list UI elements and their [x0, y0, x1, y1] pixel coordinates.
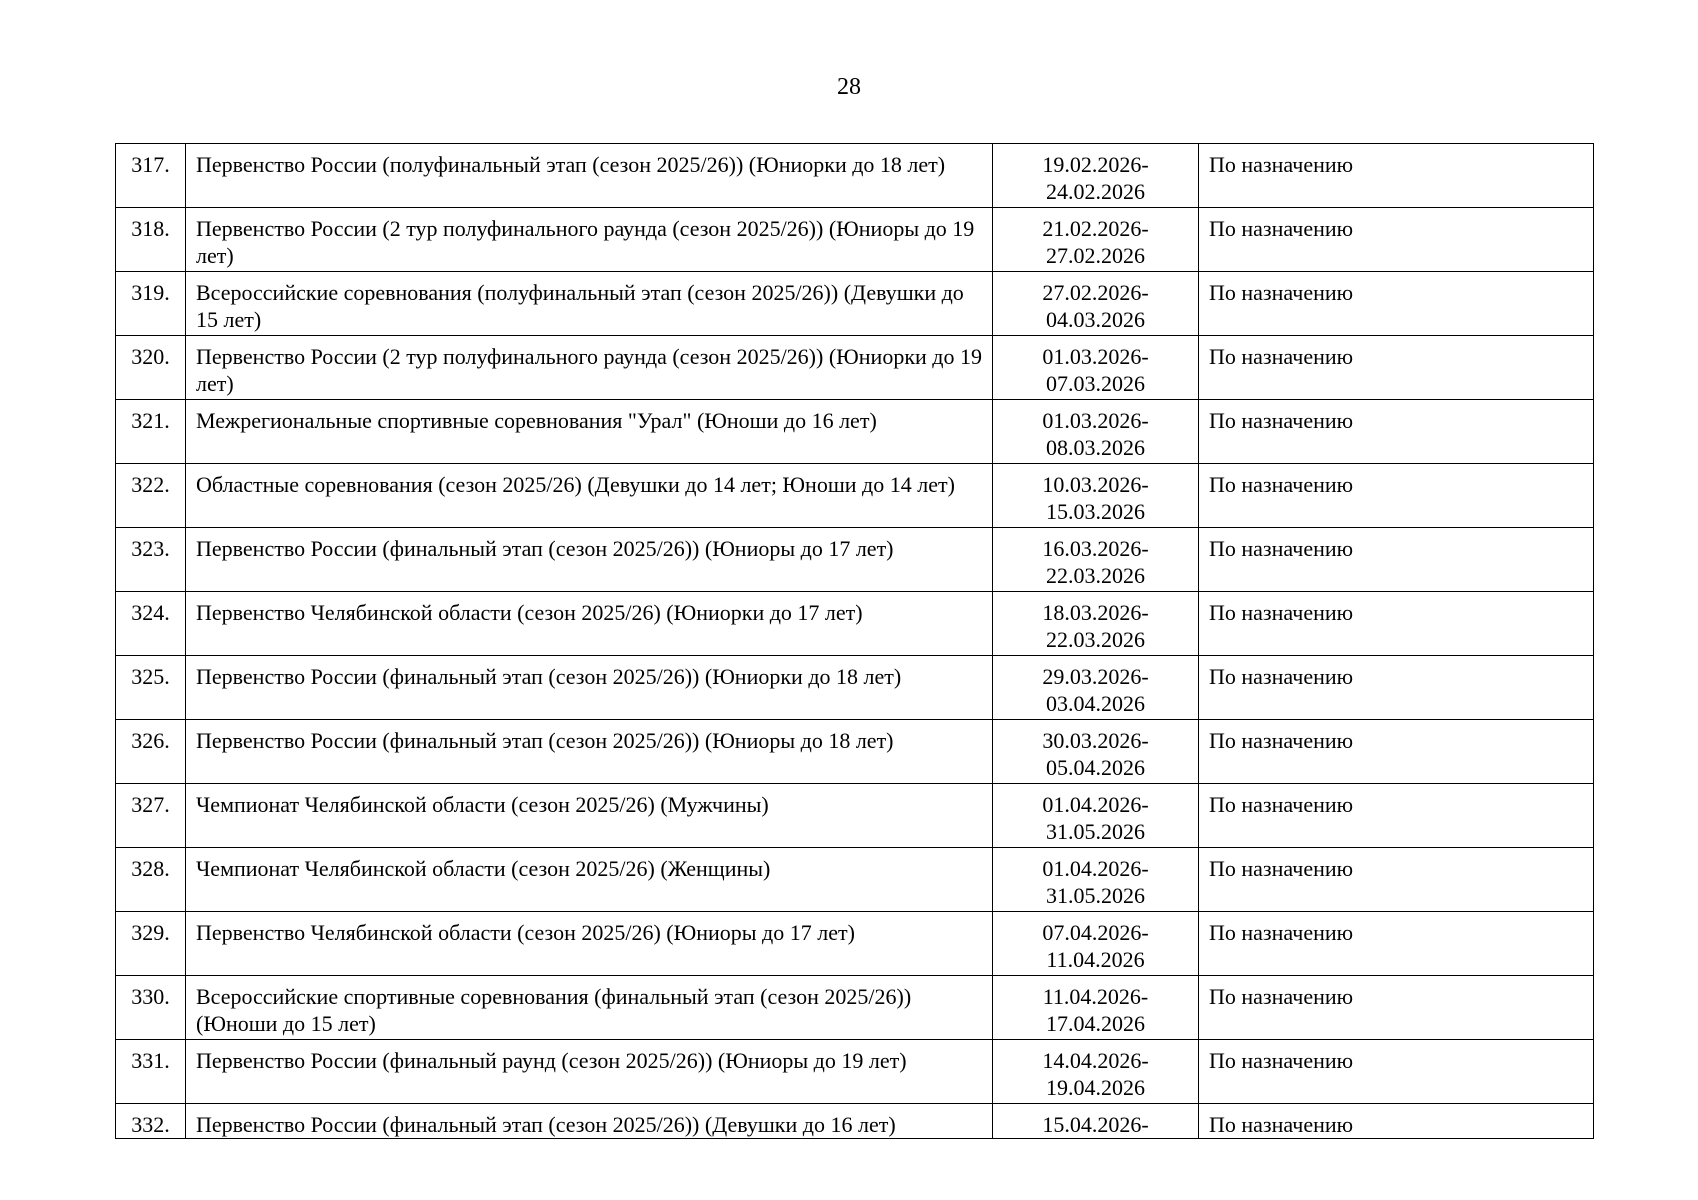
table-row — [116, 208, 1594, 272]
date-start: 30.03.2026- — [1042, 728, 1149, 753]
row-number: 332. — [116, 1104, 186, 1139]
event-dates — [993, 336, 1199, 400]
row-number: 326. — [116, 720, 186, 784]
table-row — [116, 1104, 1594, 1139]
event-dates — [993, 784, 1199, 848]
table-row — [116, 400, 1594, 464]
date-end: 17.04.2026 — [1046, 1011, 1145, 1036]
date-start: 01.03.2026- — [1042, 344, 1149, 369]
table-row — [116, 592, 1594, 656]
event-place: По назначению — [1199, 208, 1594, 272]
event-place: По назначению — [1199, 784, 1594, 848]
event-place: По назначению — [1199, 528, 1594, 592]
date-end: 07.03.2026 — [1046, 371, 1145, 396]
event-dates — [993, 1104, 1199, 1139]
event-place: По назначению — [1199, 656, 1594, 720]
row-number: 330. — [116, 976, 186, 1040]
event-name: Областные соревнования (сезон 2025/26) (Девушки до 14 лет; Юноши до 14 лет) — [186, 464, 993, 528]
event-place: По назначению — [1199, 1040, 1594, 1104]
event-place: По назначению — [1199, 912, 1594, 976]
event-dates — [993, 400, 1199, 464]
date-start: 11.04.2026- — [1042, 984, 1149, 1009]
event-dates — [993, 208, 1199, 272]
event-name: Первенство Челябинской области (сезон 2025/26) (Юниоры до 17 лет) — [186, 912, 993, 976]
table-row — [116, 848, 1594, 912]
date-start: 15.04.2026- — [1042, 1112, 1149, 1137]
event-name: Межрегиональные спортивные соревнования "Урал" (Юноши до 16 лет) — [186, 400, 993, 464]
event-dates — [993, 144, 1199, 208]
event-dates — [993, 272, 1199, 336]
date-end: 31.05.2026 — [1046, 883, 1145, 908]
event-dates — [993, 912, 1199, 976]
date-start: 16.03.2026- — [1042, 536, 1149, 561]
event-name: Первенство России (2 тур полуфинального раунда (сезон 2025/26)) (Юниорки до 19 лет) — [186, 336, 993, 400]
event-place: По назначению — [1199, 464, 1594, 528]
event-dates — [993, 976, 1199, 1040]
event-place: По назначению — [1199, 336, 1594, 400]
date-end: 03.04.2026 — [1046, 691, 1145, 716]
table-row — [116, 784, 1594, 848]
date-start: 10.03.2026- — [1042, 472, 1149, 497]
date-start: 01.04.2026- — [1042, 792, 1149, 817]
event-dates — [993, 656, 1199, 720]
table-row — [116, 464, 1594, 528]
row-number: 318. — [116, 208, 186, 272]
event-place: По назначению — [1199, 272, 1594, 336]
date-start: 19.02.2026- — [1042, 152, 1149, 177]
date-end: 22.03.2026 — [1046, 563, 1145, 588]
event-name: Первенство Челябинской области (сезон 2025/26) (Юниорки до 17 лет) — [186, 592, 993, 656]
table-row — [116, 976, 1594, 1040]
event-name: Первенство России (2 тур полуфинального раунда (сезон 2025/26)) (Юниоры до 19 лет) — [186, 208, 993, 272]
event-place: По назначению — [1199, 976, 1594, 1040]
event-name: Всероссийские спортивные соревнования (финальный этап (сезон 2025/26)) (Юноши до 15 лет) — [186, 976, 993, 1040]
table-row — [116, 528, 1594, 592]
date-end: 04.03.2026 — [1046, 307, 1145, 332]
event-place: По назначению — [1199, 1104, 1594, 1139]
event-dates — [993, 720, 1199, 784]
event-dates — [993, 592, 1199, 656]
events-table — [115, 143, 1594, 1139]
row-number: 329. — [116, 912, 186, 976]
table-row — [116, 144, 1594, 208]
date-start: 01.04.2026- — [1042, 856, 1149, 881]
row-number: 325. — [116, 656, 186, 720]
date-end: 05.04.2026 — [1046, 755, 1145, 780]
row-number: 320. — [116, 336, 186, 400]
date-end: 31.05.2026 — [1046, 819, 1145, 844]
event-name: Первенство России (финальный этап (сезон 2025/26)) (Юниоры до 18 лет) — [186, 720, 993, 784]
event-place: По назначению — [1199, 592, 1594, 656]
date-end: 11.04.2026 — [1046, 947, 1145, 972]
date-end: 15.03.2026 — [1046, 499, 1145, 524]
date-end: 08.03.2026 — [1046, 435, 1145, 460]
event-dates — [993, 848, 1199, 912]
date-start: 01.03.2026- — [1042, 408, 1149, 433]
row-number: 324. — [116, 592, 186, 656]
events-table-body — [116, 144, 1594, 1139]
date-start: 14.04.2026- — [1042, 1048, 1149, 1073]
row-number: 321. — [116, 400, 186, 464]
row-number: 328. — [116, 848, 186, 912]
date-end: 24.02.2026 — [1046, 179, 1145, 204]
row-number: 327. — [116, 784, 186, 848]
date-start: 27.02.2026- — [1042, 280, 1149, 305]
event-name: Всероссийские соревнования (полуфинальный этап (сезон 2025/26)) (Девушки до 15 лет) — [186, 272, 993, 336]
event-dates — [993, 464, 1199, 528]
date-end: 19.04.2026 — [1046, 1075, 1145, 1100]
event-name: Первенство России (финальный раунд (сезон 2025/26)) (Юниоры до 19 лет) — [186, 1040, 993, 1104]
event-dates — [993, 1040, 1199, 1104]
row-number: 322. — [116, 464, 186, 528]
table-row — [116, 336, 1594, 400]
event-name: Первенство России (полуфинальный этап (сезон 2025/26)) (Юниорки до 18 лет) — [186, 144, 993, 208]
date-end: 22.03.2026 — [1046, 627, 1145, 652]
date-end: 27.02.2026 — [1046, 243, 1145, 268]
table-row — [116, 656, 1594, 720]
event-name: Чемпионат Челябинской области (сезон 2025/26) (Женщины) — [186, 848, 993, 912]
date-start: 07.04.2026- — [1042, 920, 1149, 945]
row-number: 331. — [116, 1040, 186, 1104]
event-name: Первенство России (финальный этап (сезон 2025/26)) (Юниорки до 18 лет) — [186, 656, 993, 720]
event-dates — [993, 528, 1199, 592]
event-name: Чемпионат Челябинской области (сезон 2025/26) (Мужчины) — [186, 784, 993, 848]
row-number: 319. — [116, 272, 186, 336]
table-row — [116, 272, 1594, 336]
page-number: 28 — [837, 74, 861, 100]
row-number: 323. — [116, 528, 186, 592]
table-row — [116, 720, 1594, 784]
table-row — [116, 912, 1594, 976]
event-name: Первенство России (финальный этап (сезон 2025/26)) (Юниоры до 17 лет) — [186, 528, 993, 592]
table-row — [116, 1040, 1594, 1104]
date-start: 29.03.2026- — [1042, 664, 1149, 689]
row-number: 317. — [116, 144, 186, 208]
event-place: По назначению — [1199, 144, 1594, 208]
date-start: 21.02.2026- — [1042, 216, 1149, 241]
event-place: По назначению — [1199, 848, 1594, 912]
date-start: 18.03.2026- — [1042, 600, 1149, 625]
event-name: Первенство России (финальный этап (сезон 2025/26)) (Девушки до 16 лет) — [186, 1104, 993, 1139]
event-place: По назначению — [1199, 400, 1594, 464]
event-place: По назначению — [1199, 720, 1594, 784]
